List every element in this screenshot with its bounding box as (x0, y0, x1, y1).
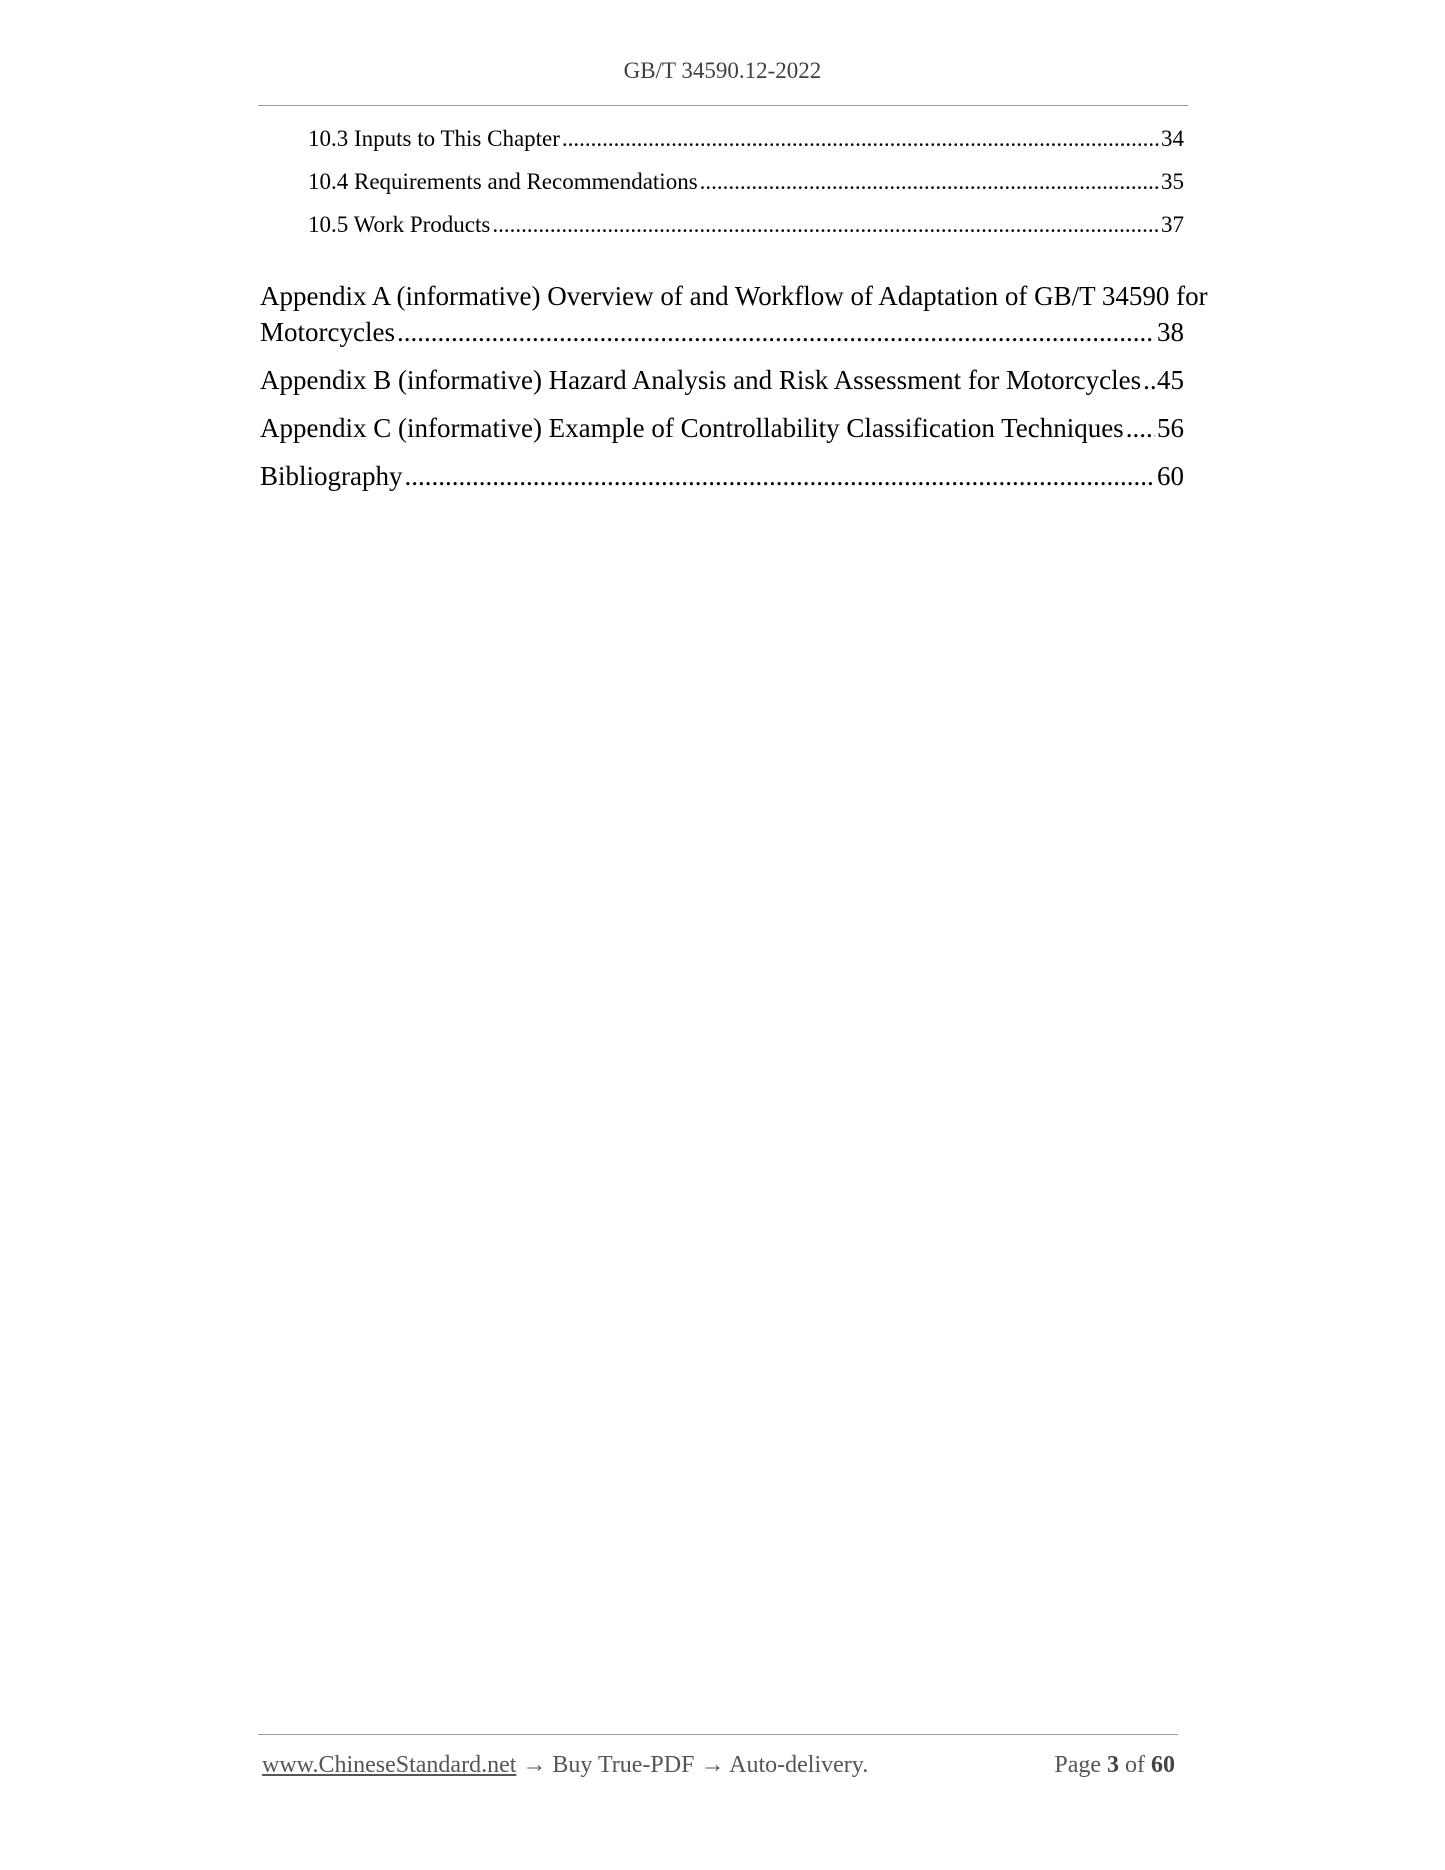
toc-leader-dots (405, 461, 1156, 492)
toc-page-number: 56 (1157, 413, 1184, 443)
toc-entry-label: 10.4 Requirements and Recommendations (308, 169, 698, 194)
toc-leader-dots (700, 169, 1159, 195)
toc-entry-label: Appendix B (informative) Hazard Analysis and Risk Assessment for Motorcycles (260, 365, 1142, 395)
toc-entry-label: Appendix C (informative) Example of Controllability Classification Techniques (260, 413, 1124, 443)
toc-leader-dots (1143, 365, 1155, 396)
toc-page-number: 35 (1161, 169, 1184, 194)
toc-entry-appendix-a[interactable] (260, 317, 1184, 348)
page-indicator (1054, 1752, 1175, 1779)
toc-entry-10-4[interactable] (308, 169, 1184, 195)
footer-divider (258, 1734, 1178, 1735)
page-total: 60 (1151, 1752, 1175, 1778)
toc-page-number: 45 (1157, 365, 1184, 395)
running-header-title: GB/T 34590.12-2022 (623, 58, 822, 83)
toc-entry-appendix-c[interactable] (260, 413, 1184, 444)
toc-entry-appendix-a-line1[interactable]: Appendix A (informative) Overview of and Workflow of Adaptation of GB/T 34590 for (260, 281, 1208, 311)
toc-entry-label: 10.3 Inputs to This Chapter (308, 126, 560, 151)
toc-entry-label: Motorcycles (260, 317, 395, 347)
toc-leader-dots (1126, 413, 1155, 444)
footer-site-link[interactable]: www.ChineseStandard.net (262, 1752, 517, 1778)
of-word: of (1125, 1752, 1145, 1778)
toc-entry-10-3[interactable] (308, 126, 1184, 152)
toc-page-number: 37 (1161, 212, 1184, 237)
toc-entry-label: Bibliography (260, 461, 403, 491)
arrow-right-icon: → (522, 1752, 547, 1778)
footer-promo (262, 1752, 868, 1779)
page-current: 3 (1107, 1752, 1119, 1778)
toc-page-number: 60 (1157, 461, 1184, 491)
toc-page-number: 34 (1161, 126, 1184, 151)
toc-leader-dots (562, 126, 1159, 152)
toc-leader-dots (397, 317, 1155, 348)
footer-buy-text: Buy True-PDF (552, 1752, 695, 1778)
toc-leader-dots (492, 212, 1159, 238)
toc-entry-bibliography[interactable] (260, 461, 1184, 492)
toc-entry-appendix-b[interactable] (260, 365, 1184, 396)
page-word: Page (1054, 1752, 1101, 1778)
toc-page-number: 38 (1157, 317, 1184, 347)
arrow-right-icon: → (700, 1752, 725, 1778)
footer-delivery-text: Auto-delivery. (729, 1752, 869, 1778)
toc-entry-10-5[interactable] (308, 212, 1184, 238)
header-divider (258, 105, 1188, 106)
toc-entry-label: 10.5 Work Products (308, 212, 491, 237)
